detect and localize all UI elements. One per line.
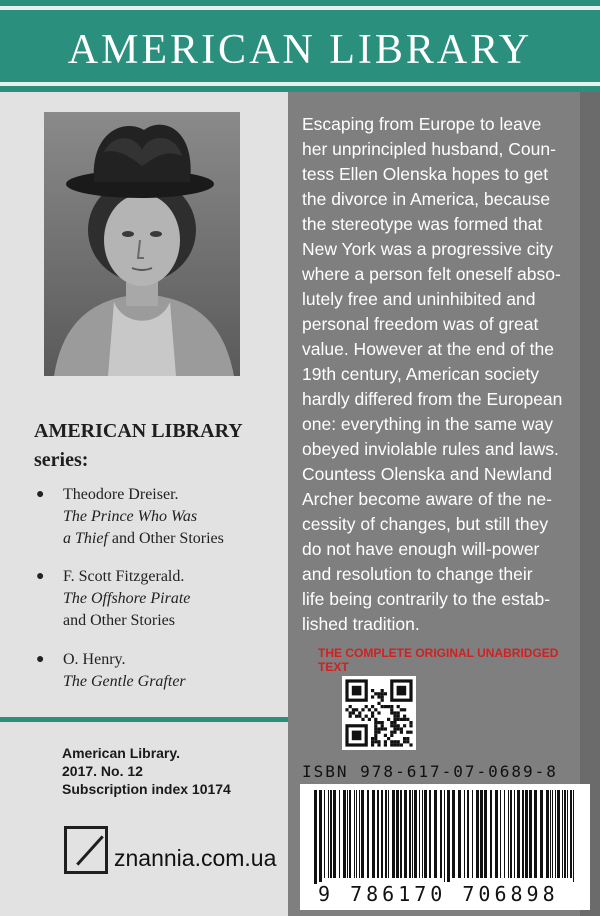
header-rule-top (0, 6, 600, 10)
series-subtitle: series: (34, 449, 89, 471)
description-line: lutely free and uninhibited and (302, 289, 536, 309)
description-line: life being contrarily to the estab- (302, 589, 551, 609)
bullet-icon: ● (36, 569, 45, 584)
publication-line: 2017. No. 12 (62, 763, 143, 779)
unabridged-label: THE COMPLETE ORIGINAL UNABRIDGED TEXT (318, 646, 559, 674)
publication-line: American Library. (62, 745, 181, 761)
book-author: F. Scott Fitzgerald. (63, 568, 185, 585)
left-divider (0, 717, 288, 722)
description-line: value. However at the end of the (302, 339, 554, 359)
book-author: O. Henry. (63, 651, 126, 668)
description-line: the divorce in America, because (302, 189, 551, 209)
publication-info (62, 744, 282, 798)
publication-line: Subscription index 10174 (62, 781, 231, 797)
isbn-label: ISBN 978-617-07-0689-8 (302, 762, 558, 781)
book-title-line: The Offshore Pirate (63, 590, 191, 607)
description-line: lished tradition. (302, 614, 420, 634)
description-line: 19th century, American society (302, 364, 540, 384)
book-suffix: and Other Stories (63, 612, 175, 629)
description-line: Escaping from Europe to leave (302, 114, 542, 134)
book-title-line: The Gentle Grafter (63, 673, 186, 690)
description-line: where a person felt oneself abso- (302, 264, 561, 284)
barcode-number: 9 786170 706898 (318, 882, 588, 906)
qr-code-icon (342, 676, 416, 750)
book-description (302, 112, 570, 637)
description-line: Archer become aware of the ne- (302, 489, 552, 509)
header-rule-bottom (0, 82, 600, 86)
publisher-logo-icon (64, 826, 108, 874)
book-title-line: The Prince Who Was (63, 508, 198, 525)
description-line: the stereotype was formed that (302, 214, 543, 234)
description-line: personal freedom was of great (302, 314, 539, 334)
list-item (36, 484, 276, 550)
book-author: Theodore Dreiser. (63, 486, 179, 503)
description-line: tess Ellen Olenska hopes to get (302, 164, 549, 184)
portrait-illustration (44, 112, 240, 376)
header-title: AMERICAN LIBRARY (67, 27, 533, 73)
series-title: AMERICAN LIBRARY (34, 420, 243, 442)
description-line: one: everything in the same way (302, 414, 553, 434)
bullet-icon: ● (36, 487, 45, 502)
bullet-icon: ● (36, 652, 45, 667)
publisher-site: znannia.com.ua (114, 845, 277, 871)
book-suffix: and Other Stories (107, 530, 224, 547)
description-line: cessity of changes, but still they (302, 514, 549, 534)
list-item (36, 566, 276, 632)
description-line: hardly differed from the European (302, 389, 563, 409)
description-line: New York was a progressive city (302, 239, 553, 259)
description-line: and resolution to change their (302, 564, 533, 584)
author-portrait (44, 112, 240, 376)
description-line: Countess Olenska and Newland (302, 464, 553, 484)
list-item (36, 649, 276, 693)
description-line: her unprincipled husband, Coun- (302, 139, 556, 159)
book-title-line: a Thief (63, 530, 108, 547)
header-band (0, 0, 600, 92)
description-line: obeyed inviolable rules and laws. (302, 439, 559, 459)
description-line: do not have enough will-power (302, 539, 540, 559)
